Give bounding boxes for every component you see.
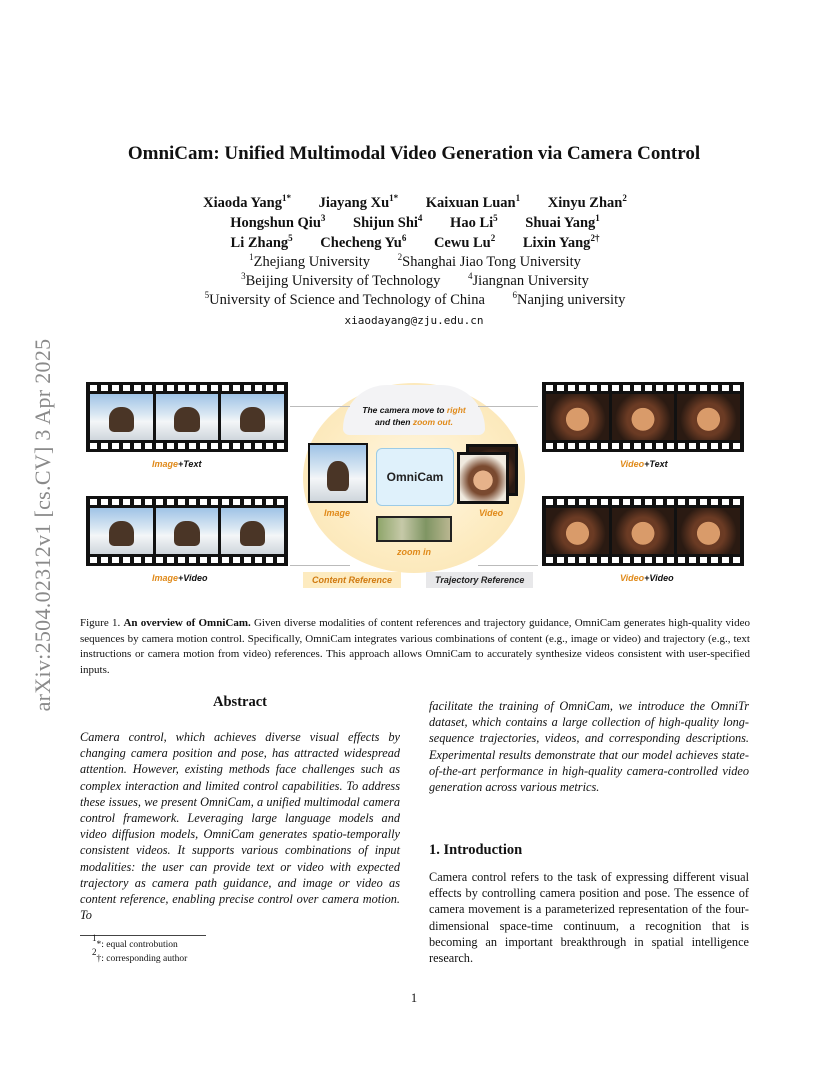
zoom-strip (376, 516, 452, 542)
filmstrip-image-video (86, 496, 288, 566)
author: Xinyu Zhan$^2$ (547, 193, 627, 211)
arrow-left-bottom (290, 565, 350, 566)
arxiv-stamp: arXiv:2504.02312v1 [cs.CV] 3 Apr 2025 (30, 338, 55, 712)
image-label: Image (324, 508, 351, 518)
paper-title: OmniCam: Unified Multimodal Video Generation via Camera Control (127, 143, 701, 164)
abstract-heading: Abstract (213, 694, 267, 710)
page-number: 1 (410, 991, 418, 1005)
contact-email[interactable]: xiaodayang@zju.edu.cn (344, 314, 484, 327)
trajectory-reference-tag: Trajectory Reference (426, 572, 533, 588)
author: Li Zhang$^5$ (230, 233, 293, 251)
authors-row-1 (90, 194, 740, 212)
footnote-rule (80, 935, 206, 936)
caption-image-video: Image+Video (152, 573, 208, 583)
input-image-thumb (308, 443, 368, 503)
filmstrip-video-video (542, 496, 744, 566)
arrow-left-top (290, 406, 350, 407)
author: Shijun Shi$^4$ (353, 213, 423, 231)
author: Hao Li$^5$ (450, 213, 498, 231)
abstract-left: Camera control, which achieves diverse visual effects by changing camera position and pose, has attracted widespread attention. However, existing methods face challenges such as complex interaction and limited control capabilities. To address these issues, we present OmniCam, a unified multimodal camera control framework. Leveraging large language models and video diffusion models, OmniCam generates spatio-temporally consistent videos. It supports various combinations of input modalities: the user can provide text or video with expected trajectory as camera path guidance, and image or video as content reference, enabling precise control over camera motion. To (80, 730, 400, 923)
author: Lixin Yang$^{2\dagger}$ (522, 233, 600, 251)
affiliation: $^5$University of Science and Technology of China (204, 290, 485, 308)
affiliation: $^1$Zhejiang University (249, 252, 370, 270)
author: Xiaoda Yang$^{1*}$ (203, 193, 291, 211)
footnotes (80, 933, 188, 966)
authors-row-2 (90, 214, 740, 232)
authors-row-3 (90, 234, 740, 252)
affiliation: $^6$Nanjing university (512, 290, 626, 308)
arrow-right-top (478, 406, 538, 407)
affiliations-row-3 (90, 291, 740, 309)
video-label: Video (479, 508, 504, 518)
footnote-1: $^1$*: equal controbution (92, 933, 178, 950)
author: Cewu Lu$^2$ (433, 233, 496, 251)
author: Kaixuan Luan$^1$ (425, 193, 521, 211)
affiliations-row-1 (90, 253, 740, 271)
author: Jiayang $Xu^{1*}$ (318, 193, 399, 211)
filmstrip-video-text (542, 382, 744, 452)
affiliation: $^2$Shanghai Jiao Tong University (397, 252, 581, 270)
affiliations-row-2 (90, 272, 740, 290)
caption-video-text: Video+Text (620, 459, 668, 469)
abstract-right: facilitate the training of OmniCam, we introduce the OmniTr dataset, which contains a large collection of high-quality long-sequence trajectories, videos, and corresponding descriptions. Experimental results demonstrate that our model achieves state-of-the-art performance in high-quality camera-controlled video generation across various metrics. (429, 699, 749, 795)
omnicam-model-box: OmniCam (376, 448, 454, 506)
caption-video-video: Video+Video (620, 573, 674, 583)
author: Shuai Yang$^1$ (525, 213, 600, 231)
footnote-2: $^2$†: corresponding author (92, 947, 188, 964)
affiliation: $^4$Jiangnan University (468, 271, 589, 289)
author: Checheng Yu$^6$ (320, 233, 407, 251)
input-video-thumb (457, 452, 509, 504)
affiliation: $^3$Beijing University of Technology (241, 271, 441, 289)
caption-image-text: Image+Text (152, 459, 202, 469)
zoom-label: zoom in (397, 547, 431, 557)
author: Hongshun Qiu$^3$ (230, 213, 326, 231)
arrow-right-bottom (478, 565, 538, 566)
filmstrip-image-text (86, 382, 288, 452)
instruction-text: The camera move to right and then zoom out. (362, 405, 466, 427)
intro-heading: 1. Introduction (429, 842, 523, 858)
intro-text: Camera control refers to the task of expressing different visual effects by controlling camera position and pose. The essence of camera movement is a parameterized representation of the four-dimensional space-time continuum, a recognition that is becoming an important breakthrough in spatial intelligence research. (429, 870, 749, 966)
figure-caption: Figure 1. An overview of OmniCam. Given diverse modalities of content references and trajectory guidance, OmniCam generates high-quality video sequences by camera motion control. Specifically, OmniCam integrates various combinations of content (e.g., image or video) and trajectory (e.g., text instructions or camera motion from video) references. This approach allows OmniCam to accurately synthesize videos consistent with user-specified inputs. (80, 617, 750, 676)
content-reference-tag: Content Reference (303, 572, 401, 588)
